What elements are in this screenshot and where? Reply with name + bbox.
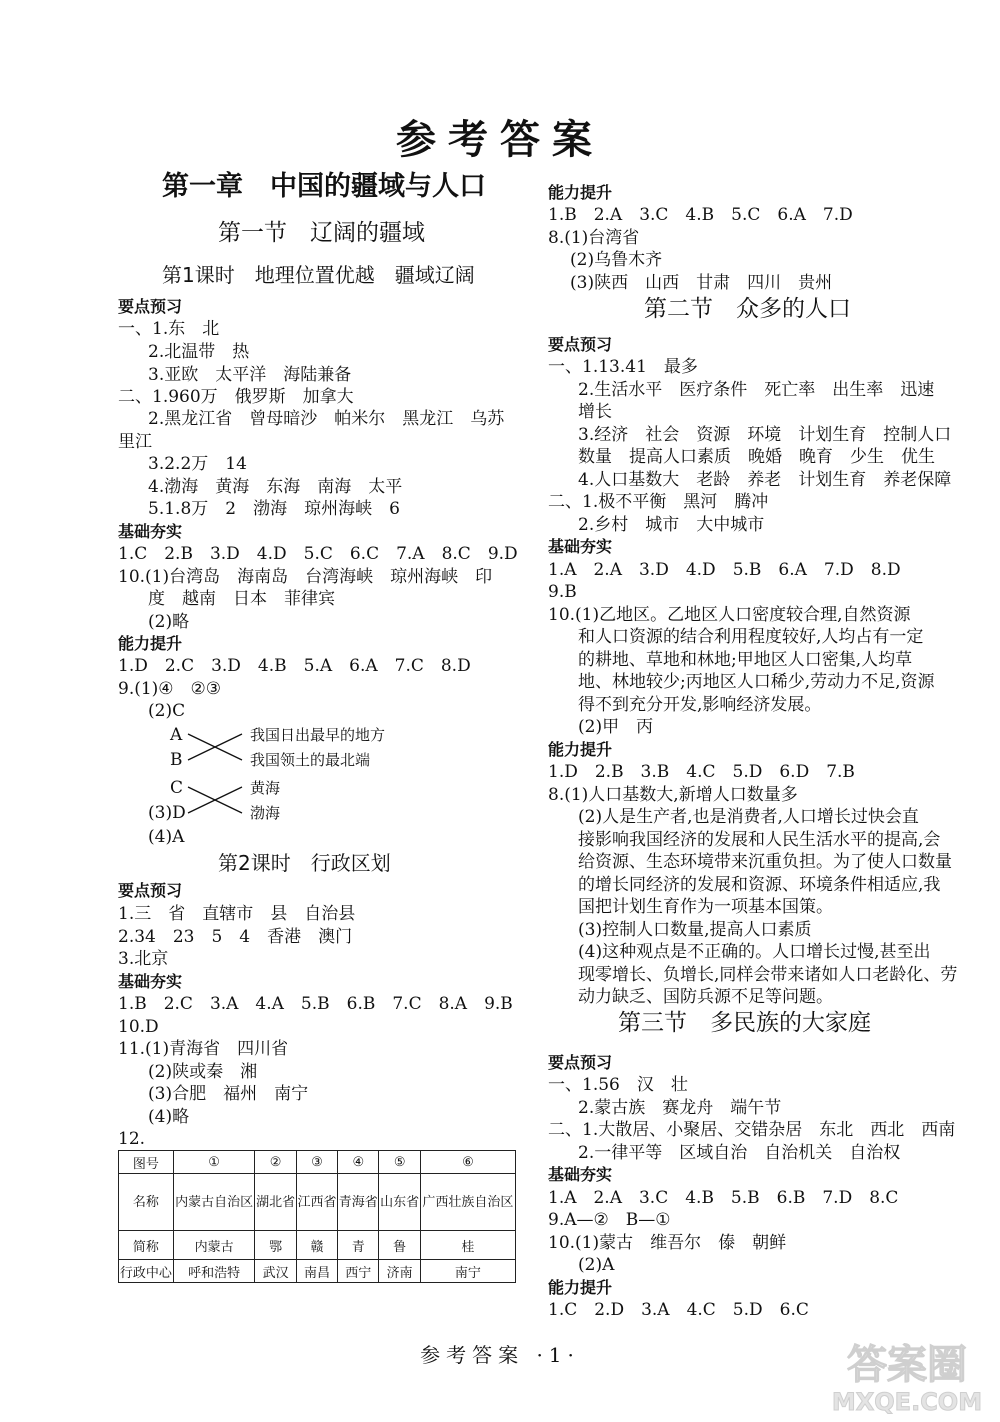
- table-cell: 江西省: [296, 1174, 337, 1231]
- answer-line: 二、1.大散居、小聚居、交错杂居 东北 西北 西南: [548, 1120, 956, 1140]
- section-label: 基础夯实: [548, 1165, 613, 1184]
- answer-line: 2.乡村 城市 大中城市: [578, 515, 765, 535]
- table-cell: 西宁: [338, 1260, 379, 1283]
- answer-line: 2.34 23 5 4 香港 澳门: [118, 927, 353, 947]
- table-row: [119, 1231, 516, 1260]
- answer-line: 3.北京: [118, 949, 169, 969]
- answer-line: (4)略: [148, 1107, 190, 1127]
- table-cell: 广西壮族自治区: [420, 1174, 515, 1231]
- table-cell: 内蒙古: [173, 1231, 255, 1260]
- table-cell: 内蒙古自治区: [173, 1174, 255, 1231]
- table-cell: ⑥: [420, 1151, 515, 1174]
- answer-line: 2.黑龙江省 曾母暗沙 帕米尔 黑龙江 乌苏: [148, 409, 505, 429]
- answer-line: 8.(1)台湾省: [548, 228, 640, 248]
- answer-line: (2)乌鲁木齐: [570, 250, 663, 270]
- answer-line: 数量 提高人口素质 晚婚 晚育 少生 优生: [578, 447, 935, 467]
- answer-line: 度 越南 日本 菲律宾: [148, 589, 335, 609]
- section-label: 要点预习: [548, 335, 613, 354]
- table-cell: 图号: [119, 1151, 174, 1174]
- answer-line: 1.D 2.B 3.B 4.C 5.D 6.D 7.B: [548, 762, 855, 782]
- section-label: 能力提升: [548, 1278, 613, 1297]
- answer-line: (2)陕或秦 湘: [148, 1062, 258, 1082]
- answer-line: 1.D 2.C 3.D 4.B 5.A 6.A 7.C 8.D: [118, 656, 471, 676]
- section-label: 基础夯实: [548, 537, 613, 556]
- table-cell: ①: [173, 1151, 255, 1174]
- answer-line: 10.(1)乙地区。乙地区人口密度较合理,自然资源: [548, 605, 911, 625]
- match-letter: (3)D: [148, 803, 186, 823]
- match-text: 我国日出最早的地方: [250, 726, 386, 744]
- answer-line: 1.C 2.D 3.A 4.C 5.D 6.C: [548, 1300, 809, 1320]
- section-label: 能力提升: [548, 183, 613, 202]
- table-cell: 济南: [379, 1260, 420, 1283]
- answer-line: 9.B: [548, 582, 577, 602]
- table-cell: 桂: [420, 1231, 515, 1260]
- answer-line: (3)控制人口数量,提高人口素质: [578, 920, 812, 940]
- answer-line: 1.A 2.A 3.C 4.B 5.B 6.B 7.D 8.C: [548, 1188, 899, 1208]
- answer-line: 3.亚欧 太平洋 海陆兼备: [148, 365, 352, 385]
- answer-line: 8.(1)人口基数大,新增人口数量多: [548, 785, 798, 805]
- table-cell: 南昌: [296, 1260, 337, 1283]
- table-cell: ③: [296, 1151, 337, 1174]
- answer-line: 2.生活水平 医疗条件 死亡率 出生率 迅速: [578, 380, 935, 400]
- answer-line: 3.2.2万 14: [148, 454, 247, 474]
- table-cell: ⑤: [379, 1151, 420, 1174]
- lesson-title: 第2课时 行政区划: [218, 851, 391, 875]
- match-text: 我国领土的最北端: [250, 751, 371, 769]
- answer-line: 接影响我国经济的发展和人民生活水平的提高,会: [578, 830, 941, 850]
- section-label: 能力提升: [118, 634, 183, 653]
- match-lines: [118, 0, 528, 840]
- answer-line: 4.人口基数大 老龄 养老 计划生育 养老保障: [578, 470, 952, 490]
- answer-line: (2)甲 丙: [578, 717, 654, 737]
- section-label: 要点预习: [118, 881, 183, 900]
- page-footer: 参考答案 ·1·: [420, 1343, 580, 1367]
- table-cell: 简称: [119, 1231, 174, 1260]
- answer-line: 给资源、生态环境带来沉重负担。为了使人口数量: [578, 852, 952, 872]
- section-label: 要点预习: [118, 297, 183, 316]
- answer-line: 的增长同经济的发展和资源、环境条件相适应,我: [578, 875, 941, 895]
- watermark-logo: [822, 1332, 992, 1416]
- table-cell: 行政中心: [119, 1260, 174, 1283]
- table-cell: 青: [338, 1231, 379, 1260]
- table-cell: ④: [338, 1151, 379, 1174]
- section-label: 要点预习: [548, 1053, 613, 1072]
- answer-line: (2)人是生产者,也是消费者,人口增长过快会直: [578, 807, 919, 827]
- watermark-url: MXQE.COM: [831, 1388, 983, 1416]
- answer-line: 9.(1)④ ②③: [118, 679, 222, 699]
- table-cell: ②: [255, 1151, 296, 1174]
- table-cell: 呼和浩特: [173, 1260, 255, 1283]
- answer-line: 动力缺乏、国防兵源不足等问题。: [578, 987, 833, 1007]
- match-letter: C: [170, 778, 184, 798]
- answer-line: 1.A 2.A 3.D 4.D 5.B 6.A 7.D 8.D: [548, 560, 901, 580]
- match-text: 渤海: [250, 804, 281, 822]
- section-title: 第三节 多民族的大家庭: [618, 1010, 871, 1036]
- answer-line: 现零增长、负增长,同样会带来诸如人口老龄化、劳: [578, 965, 958, 985]
- table-cell: 武汉: [255, 1260, 296, 1283]
- answer-line: (3)合肥 福州 南宁: [148, 1084, 309, 1104]
- answer-line: 地、林地较少;丙地区人口稀少,劳动力不足,资源: [578, 672, 935, 692]
- answer-line: 10.(1)台湾岛 海南岛 台湾海峡 琼州海峡 印: [118, 567, 493, 587]
- answer-line: 10.D: [118, 1017, 159, 1037]
- answer-line: 一、1.东 北: [118, 319, 220, 339]
- section-label: 基础夯实: [118, 972, 183, 991]
- answer-line: 1.三 省 直辖市 县 自治县: [118, 904, 356, 924]
- answer-line: 11.(1)青海省 四川省: [118, 1039, 289, 1059]
- answer-line: 得不到充分开发,影响经济发展。: [578, 695, 822, 715]
- table-cell: 湖北省: [255, 1174, 296, 1231]
- table-cell: 鄂: [255, 1231, 296, 1260]
- answer-line: (2)A: [578, 1255, 615, 1275]
- table-row: [119, 1174, 516, 1231]
- answer-line: (3)陕西 山西 甘肃 四川 贵州: [570, 273, 833, 293]
- answer-line: 国把计划生育作为一项基本国策。: [578, 897, 833, 917]
- answer-line: 1.B 2.A 3.C 4.B 5.C 6.A 7.D: [548, 205, 853, 225]
- match-letter: B: [170, 750, 183, 770]
- page-title: 参考答案: [396, 116, 604, 163]
- table-cell: 鲁: [379, 1231, 420, 1260]
- answer-line: (2)C: [148, 701, 186, 721]
- answer-line: 1.B 2.C 3.A 4.A 5.B 6.B 7.C 8.A 9.B: [118, 994, 513, 1014]
- match-letter: A: [170, 725, 183, 745]
- answer-line: 12.: [118, 1129, 146, 1149]
- answer-line: 5.1.8万 2 渤海 琼州海峡 6: [148, 499, 400, 519]
- table-cell: 青海省: [338, 1174, 379, 1231]
- table-cell: 山东省: [379, 1174, 420, 1231]
- table-row: [119, 1260, 516, 1283]
- answer-line: 2.北温带 热: [148, 342, 250, 362]
- answer-line: 1.C 2.B 3.D 4.D 5.C 6.C 7.A 8.C 9.D: [118, 544, 518, 564]
- chapter-title: 第一章 中国的疆域与人口: [162, 171, 486, 202]
- answer-line: 一、1.13.41 最多: [548, 357, 698, 377]
- answer-line: 的耕地、草地和林地;甲地区人口密集,人均草: [578, 650, 913, 670]
- answer-line: 2.蒙古族 赛龙舟 端午节: [578, 1098, 782, 1118]
- lesson-title: 第1课时 地理位置优越 疆域辽阔: [162, 263, 475, 287]
- section-label: 能力提升: [548, 740, 613, 759]
- table-row: [119, 1151, 516, 1174]
- answer-line: 10.(1)蒙古 维吾尔 傣 朝鲜: [548, 1233, 787, 1253]
- table-cell: 赣: [296, 1231, 337, 1260]
- answer-line: 一、1.56 汉 壮: [548, 1075, 688, 1095]
- answer-line: 和人口资源的结合利用程度较好,人均占有一定: [578, 627, 924, 647]
- section-title: 第二节 众多的人口: [644, 296, 851, 322]
- answer-line: 二、1.960万 俄罗斯 加拿大: [118, 387, 354, 407]
- answer-line: (4)A: [148, 827, 185, 847]
- table-cell: 南宁: [420, 1260, 515, 1283]
- answer-line: 二、1.极不平衡 黑河 腾冲: [548, 492, 769, 512]
- answer-line: (2)略: [148, 612, 190, 632]
- section-title: 第一节 辽阔的疆域: [218, 220, 425, 246]
- watermark-text: 答案圈: [847, 1342, 967, 1388]
- answer-line: (4)这种观点是不正确的。人口增长过慢,甚至出: [578, 942, 931, 962]
- answer-line: 9.A—② B—①: [548, 1210, 671, 1230]
- table-cell: 名称: [119, 1174, 174, 1231]
- province-table: [118, 1150, 516, 1283]
- answer-line: 3.经济 社会 资源 环境 计划生育 控制人口: [578, 425, 952, 445]
- section-label: 基础夯实: [118, 522, 183, 541]
- answer-line: 里江: [118, 432, 152, 452]
- answer-line: 增长: [578, 402, 612, 422]
- answer-line: 2.一律平等 区域自治 自治机关 自治权: [578, 1143, 901, 1163]
- answer-line: 4.渤海 黄海 东海 南海 太平: [148, 477, 403, 497]
- match-text: 黄海: [250, 779, 281, 797]
